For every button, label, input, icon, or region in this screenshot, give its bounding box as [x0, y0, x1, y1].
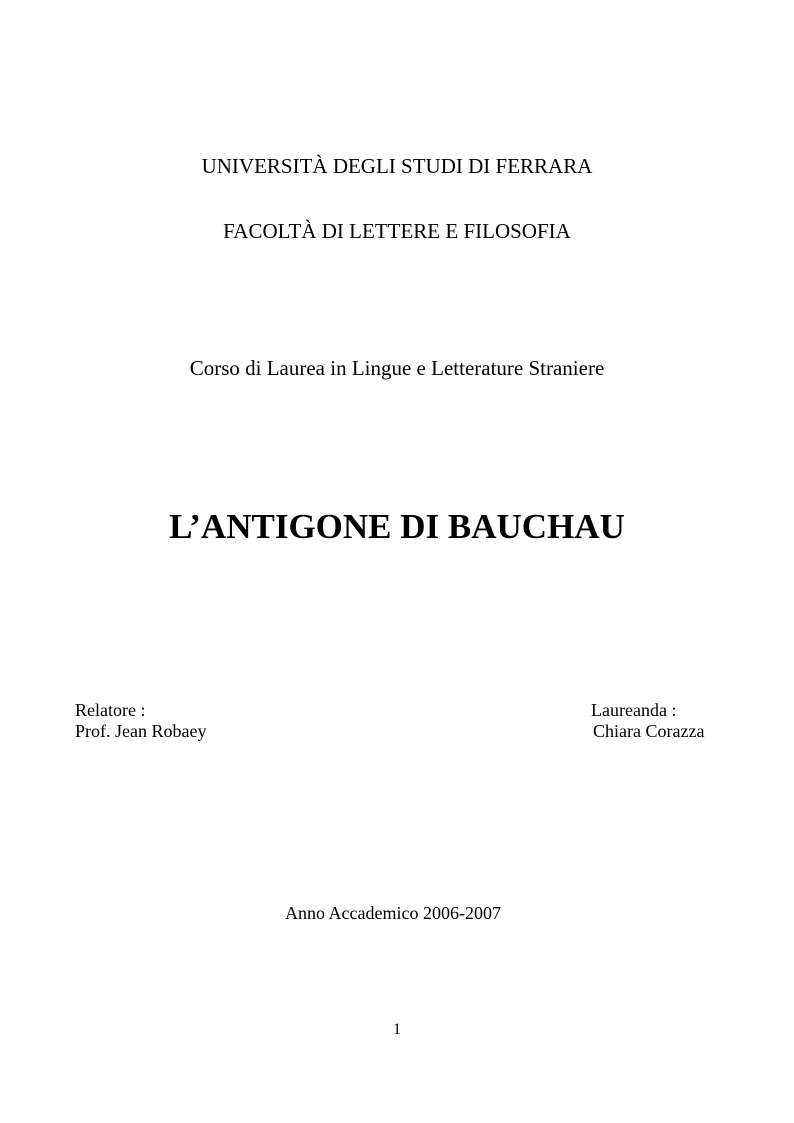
degree-course: Corso di Laurea in Lingue e Letterature Straniere: [189, 356, 605, 380]
candidate-label: Laureanda :: [591, 700, 677, 720]
candidate-name: Chiara Corazza: [593, 721, 705, 741]
page-number: 1: [393, 1021, 401, 1038]
faculty-name: FACOLTÀ DI LETTERE E FILOSOFIA: [223, 219, 571, 243]
thesis-title: L’ANTIGONE DI BAUCHAU: [169, 507, 625, 546]
supervisor-label: Relatore :: [75, 700, 146, 720]
academic-year: Anno Accademico 2006-2007: [285, 903, 501, 923]
university-name: UNIVERSITÀ DEGLI STUDI DI FERRARA: [201, 154, 593, 178]
supervisor-name: Prof. Jean Robaey: [75, 721, 207, 741]
